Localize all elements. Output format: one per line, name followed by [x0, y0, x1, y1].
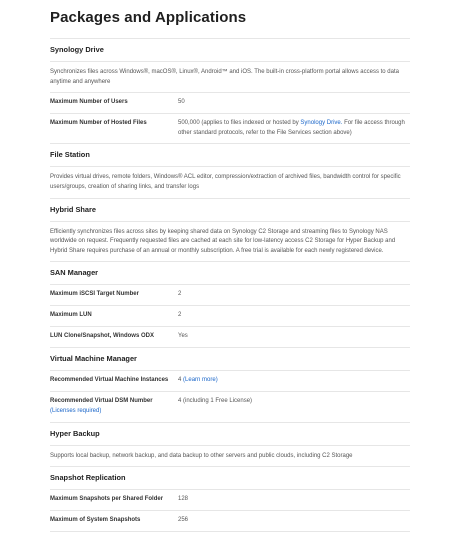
spec-value — [178, 376, 410, 386]
section-title-vmm: Virtual Machine Manager — [50, 348, 410, 371]
spec-value: 50 — [178, 99, 185, 106]
spec-value: 128 — [178, 496, 189, 503]
spec-key — [50, 397, 178, 416]
spec-value-text: 500,000 (applies to files indexed or hosted by — [178, 120, 301, 127]
spec-key: Maximum Number of Users — [50, 99, 128, 106]
spec-key: Maximum LUN — [50, 312, 92, 319]
licenses-required-link[interactable]: (Licenses required) — [50, 407, 102, 414]
page-title: Packages and Applications — [50, 9, 247, 26]
spec-key: Maximum Number of Hosted Files — [50, 120, 147, 127]
spec-row-vm-instances — [50, 371, 410, 392]
spec-value-text: 4 — [178, 377, 184, 384]
section-san-manager — [50, 262, 410, 348]
spec-key: Maximum Snapshots per Shared Folder — [50, 496, 164, 503]
spec-value: 256 — [178, 517, 189, 524]
section-file-station — [50, 144, 410, 198]
section-hybrid-share — [50, 199, 410, 263]
spec-row-max-lun — [50, 306, 410, 327]
spec-row-snapshots-per-folder — [50, 490, 410, 511]
spec-value: Yes — [178, 333, 188, 340]
spec-row-vdsm-number — [50, 392, 410, 422]
section-title-san-manager: SAN Manager — [50, 262, 410, 285]
spec-value: 2 — [178, 291, 182, 298]
synology-drive-link[interactable]: Synology Drive. — [300, 120, 343, 127]
spec-row-max-iscsi — [50, 285, 410, 306]
section-title-hyper-backup: Hyper Backup — [50, 423, 410, 446]
spec-value — [178, 119, 410, 138]
spec-key: LUN Clone/Snapshot, Windows ODX — [50, 333, 154, 340]
spec-sections — [50, 38, 410, 532]
section-desc-hyper-backup: Supports local backup, network backup, and data backup to other servers and public clouds, including C2 Storage — [50, 446, 410, 468]
spec-value-text: For file access through other standard protocols, refer to the File Services section above) — [178, 120, 405, 136]
spec-row-lun-clone — [50, 327, 410, 348]
section-virtual-machine-manager — [50, 348, 410, 422]
section-title-snapshot-replication: Snapshot Replication — [50, 467, 410, 490]
spec-row-system-snapshots — [50, 511, 410, 532]
section-desc-file-station: Provides virtual drives, remote folders, Windows® ACL editor, compression/extraction of archived files, bandwidth control for specific users/groups, creation of sharing links, and transfer logs — [50, 167, 410, 198]
spec-key: Maximum iSCSI Target Number — [50, 291, 139, 298]
spec-key: Recommended Virtual Machine Instances — [50, 377, 169, 384]
spec-key: Maximum of System Snapshots — [50, 517, 141, 524]
spec-row-max-users — [50, 93, 410, 114]
section-desc-synology-drive: Synchronizes files across Windows®, macOS®, Linux®, Android™ and iOS. The built-in cross-platform portal allows access to data anytime and anywhere — [50, 62, 410, 93]
spec-value: 2 — [178, 312, 182, 319]
spec-key-text: Recommended Virtual DSM Number — [50, 398, 153, 405]
section-snapshot-replication — [50, 467, 410, 532]
section-desc-hybrid-share: Efficiently synchronizes files across sites by keeping shared data on Synology C2 Storage and streaming files to Synology NAS worldwide on request. Frequently requested files are cached at each site for low-latency access C2 Storage for Hyper Backup and Hybrid Share requires purchase of an annual or monthly subscription. A free trial is available for each newly registered device. — [50, 222, 410, 263]
section-synology-drive — [50, 38, 410, 144]
section-hyper-backup — [50, 423, 410, 468]
section-title-file-station: File Station — [50, 144, 410, 167]
section-title-synology-drive: Synology Drive — [50, 39, 410, 62]
section-title-hybrid-share: Hybrid Share — [50, 199, 410, 222]
spec-value: 4 (including 1 Free License) — [178, 398, 253, 405]
spec-row-max-hosted-files — [50, 114, 410, 144]
learn-more-link[interactable]: (Learn more) — [183, 377, 218, 384]
